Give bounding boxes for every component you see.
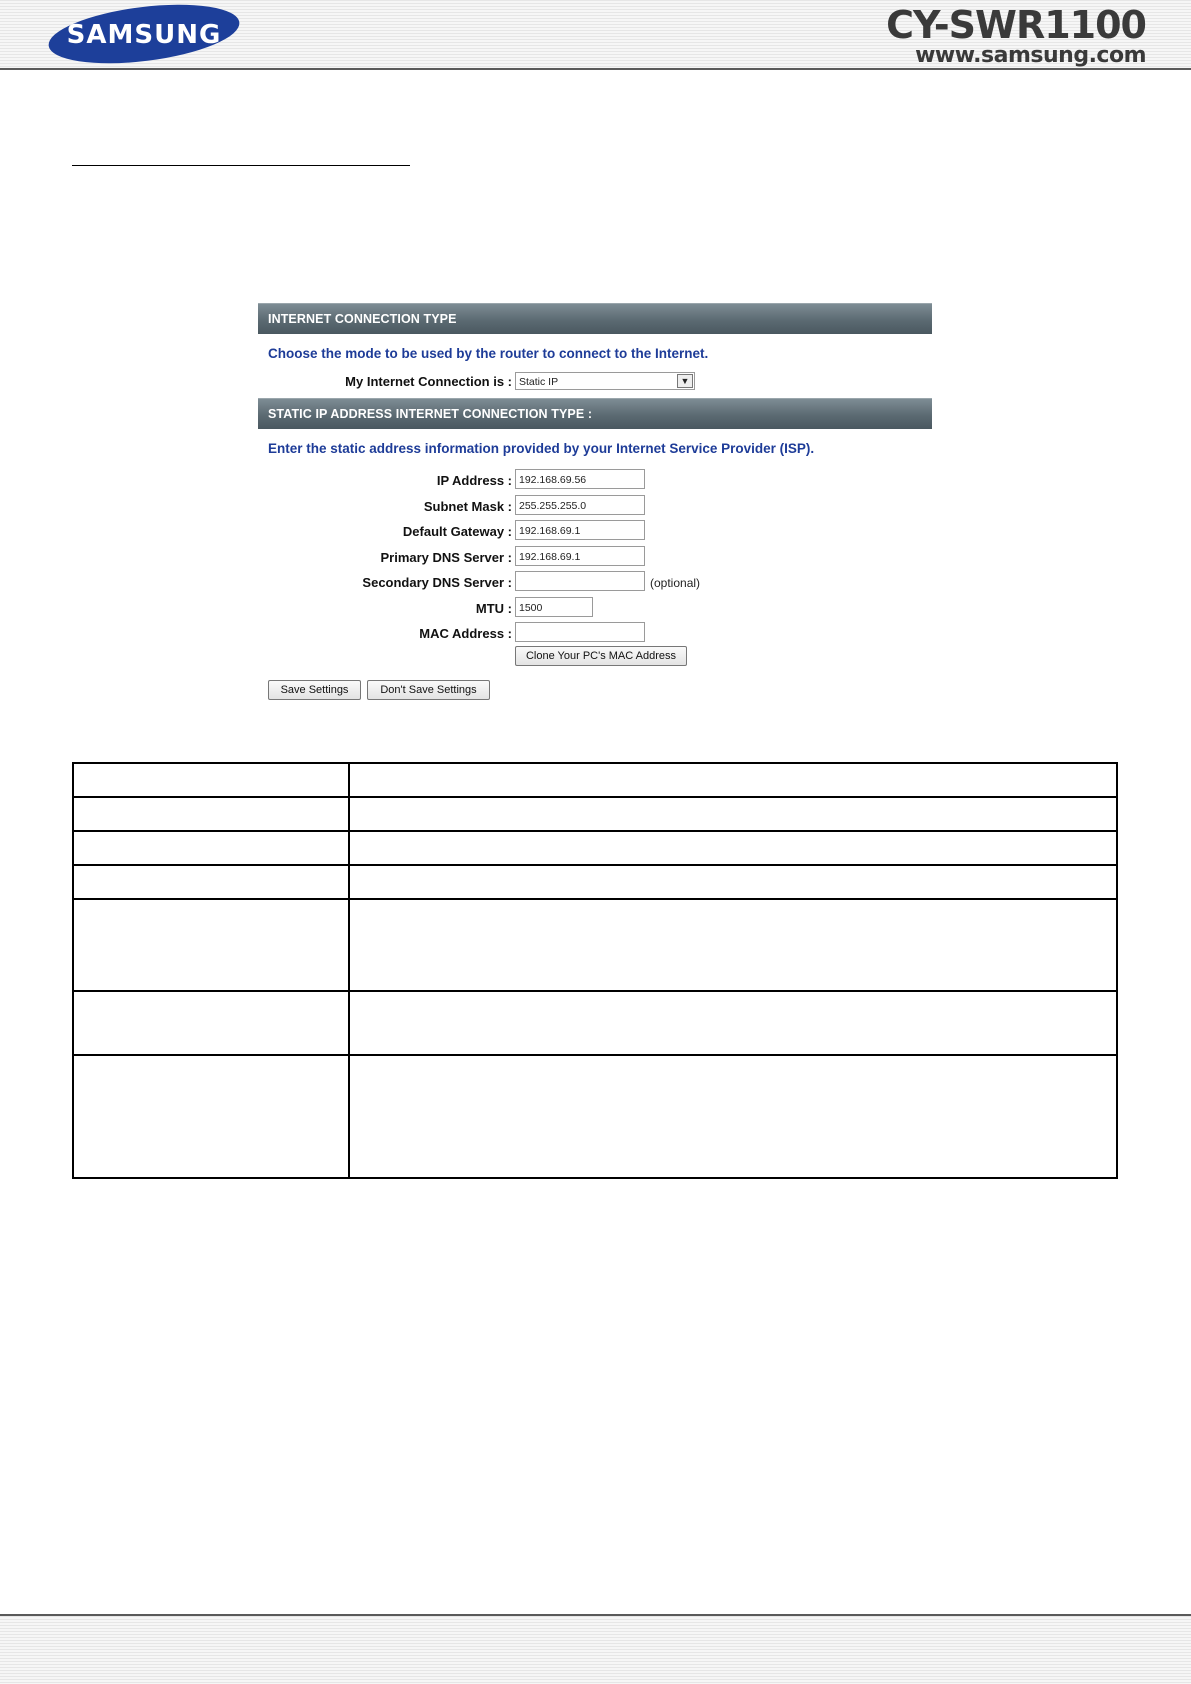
optional-note: (optional): [650, 576, 701, 590]
mtu-input[interactable]: 1500: [515, 597, 593, 617]
title-underline: [72, 165, 410, 166]
clone-mac-button[interactable]: Clone Your PC's MAC Address: [515, 646, 687, 666]
field-row-subnet-mask: [258, 493, 932, 519]
field-row-primary-dns: [258, 544, 932, 570]
table-row: [73, 1055, 1117, 1178]
mac-address-label: MAC Address :: [419, 626, 512, 641]
footer-band: [0, 1616, 1191, 1684]
secondary-dns-label: Secondary DNS Server :: [362, 575, 512, 590]
table-row: [73, 763, 1117, 797]
primary-dns-label: Primary DNS Server :: [380, 549, 512, 565]
ip-address-label: IP Address :: [436, 473, 512, 488]
logo-text: SAMSUNG: [66, 20, 222, 50]
static-ip-instruction: Enter the static address information provided by your Internet Service Provider (ISP).: [268, 441, 815, 456]
section-header-connection-type: INTERNET CONNECTION TYPE: [258, 303, 932, 334]
mtu-label: MTU :: [475, 600, 512, 616]
field-row-secondary-dns: [258, 569, 932, 595]
table-row: [73, 865, 1117, 899]
subnet-mask-input[interactable]: 255.255.255.0: [515, 495, 645, 515]
table-row: [73, 797, 1117, 831]
subnet-mask-label: Subnet Mask :: [423, 498, 512, 514]
dont-save-settings-button[interactable]: Don't Save Settings: [367, 680, 490, 700]
secondary-dns-input[interactable]: [515, 571, 645, 591]
router-config-screenshot: [258, 303, 932, 710]
chevron-down-icon[interactable]: ▼: [677, 374, 693, 388]
section-header-static-ip: STATIC IP ADDRESS INTERNET CONNECTION TYPE :: [258, 398, 932, 429]
table-row: [73, 991, 1117, 1055]
field-row-mtu: [258, 595, 932, 621]
connection-row: [258, 368, 932, 396]
website-url: www.samsung.com: [915, 43, 1146, 68]
field-row-default-gateway: [258, 518, 932, 544]
save-settings-button[interactable]: Save Settings: [268, 680, 361, 700]
connection-instruction: Choose the mode to be used by the router to connect to the Internet.: [268, 346, 709, 361]
mac-address-input[interactable]: [515, 622, 645, 642]
ip-address-input[interactable]: 192.168.69.56: [515, 469, 645, 489]
connection-type-value: Static IP: [519, 376, 559, 388]
primary-dns-input[interactable]: 192.168.69.1: [515, 546, 645, 566]
field-row-ip-address: [258, 467, 932, 493]
model-block: [886, 5, 1146, 67]
model-name: CY-SWR1100: [886, 3, 1146, 47]
field-row-mac-address: [258, 620, 932, 646]
default-gateway-label: Default Gateway :: [402, 524, 512, 539]
table-row: [73, 831, 1117, 865]
samsung-logo: [44, 3, 244, 65]
header-rule: [0, 68, 1191, 70]
connection-label: My Internet Connection is :: [345, 374, 512, 389]
table-row: [73, 899, 1117, 991]
description-table: [72, 762, 1118, 1179]
connection-type-select[interactable]: [515, 372, 695, 390]
default-gateway-input[interactable]: 192.168.69.1: [515, 520, 645, 540]
